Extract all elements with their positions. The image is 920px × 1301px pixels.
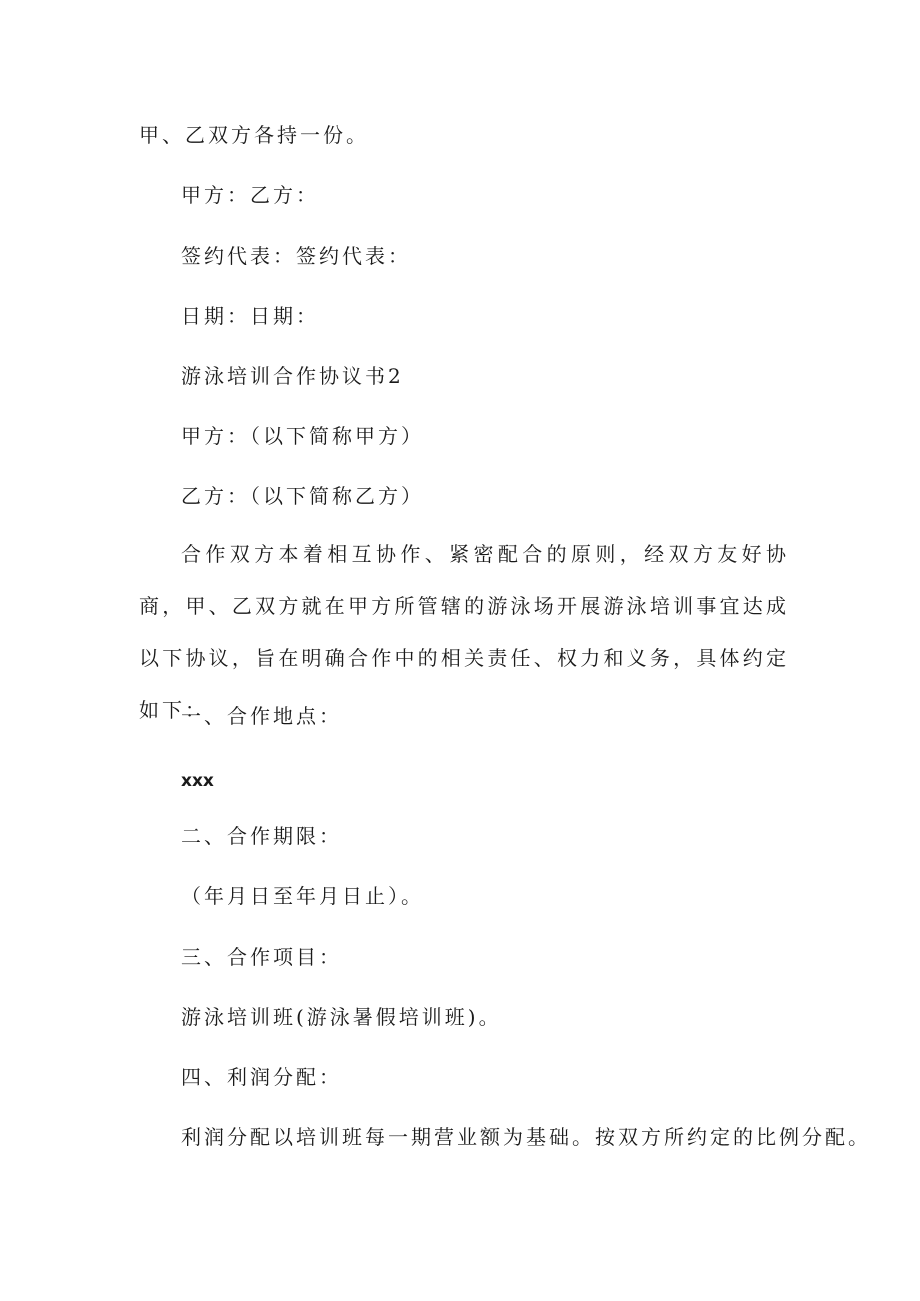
date-line: 日期：日期： (181, 304, 319, 328)
intro-paragraph: 合作双方本着相互协作、紧密配合的原则，经双方友好协商，甲、乙双方就在甲方所管辖的游泳场开展游泳培训事宜达成以下协议，旨在明确合作中的相关责任、权力和义务，具体约定如下： (139, 542, 789, 722)
section-body: （年月日至年月日止）。 (181, 884, 424, 908)
section-body: xxx (181, 771, 214, 791)
signatory-line: 签约代表：签约代表： (181, 244, 411, 268)
section-body: 游泳培训班(游泳暑假培训班)。 (181, 1005, 502, 1029)
section-heading: 四、利润分配： (181, 1065, 342, 1089)
party-b-line: 乙方：（以下简称乙方） (181, 484, 424, 508)
section-heading: 三、合作项目： (181, 945, 342, 969)
section-heading: 二、合作期限： (181, 824, 342, 848)
section-heading: 一、合作地点： (181, 704, 342, 728)
section-body: 利润分配以培训班每一期营业额为基础。按双方所约定的比例分配。 (181, 1125, 871, 1149)
document-title: 游泳培训合作协议书2 (181, 364, 404, 388)
closing-line: 甲、乙双方各持一份。 (139, 123, 369, 147)
party-a-line: 甲方：（以下简称甲方） (181, 424, 424, 448)
party-label-line: 甲方：乙方： (181, 183, 319, 207)
